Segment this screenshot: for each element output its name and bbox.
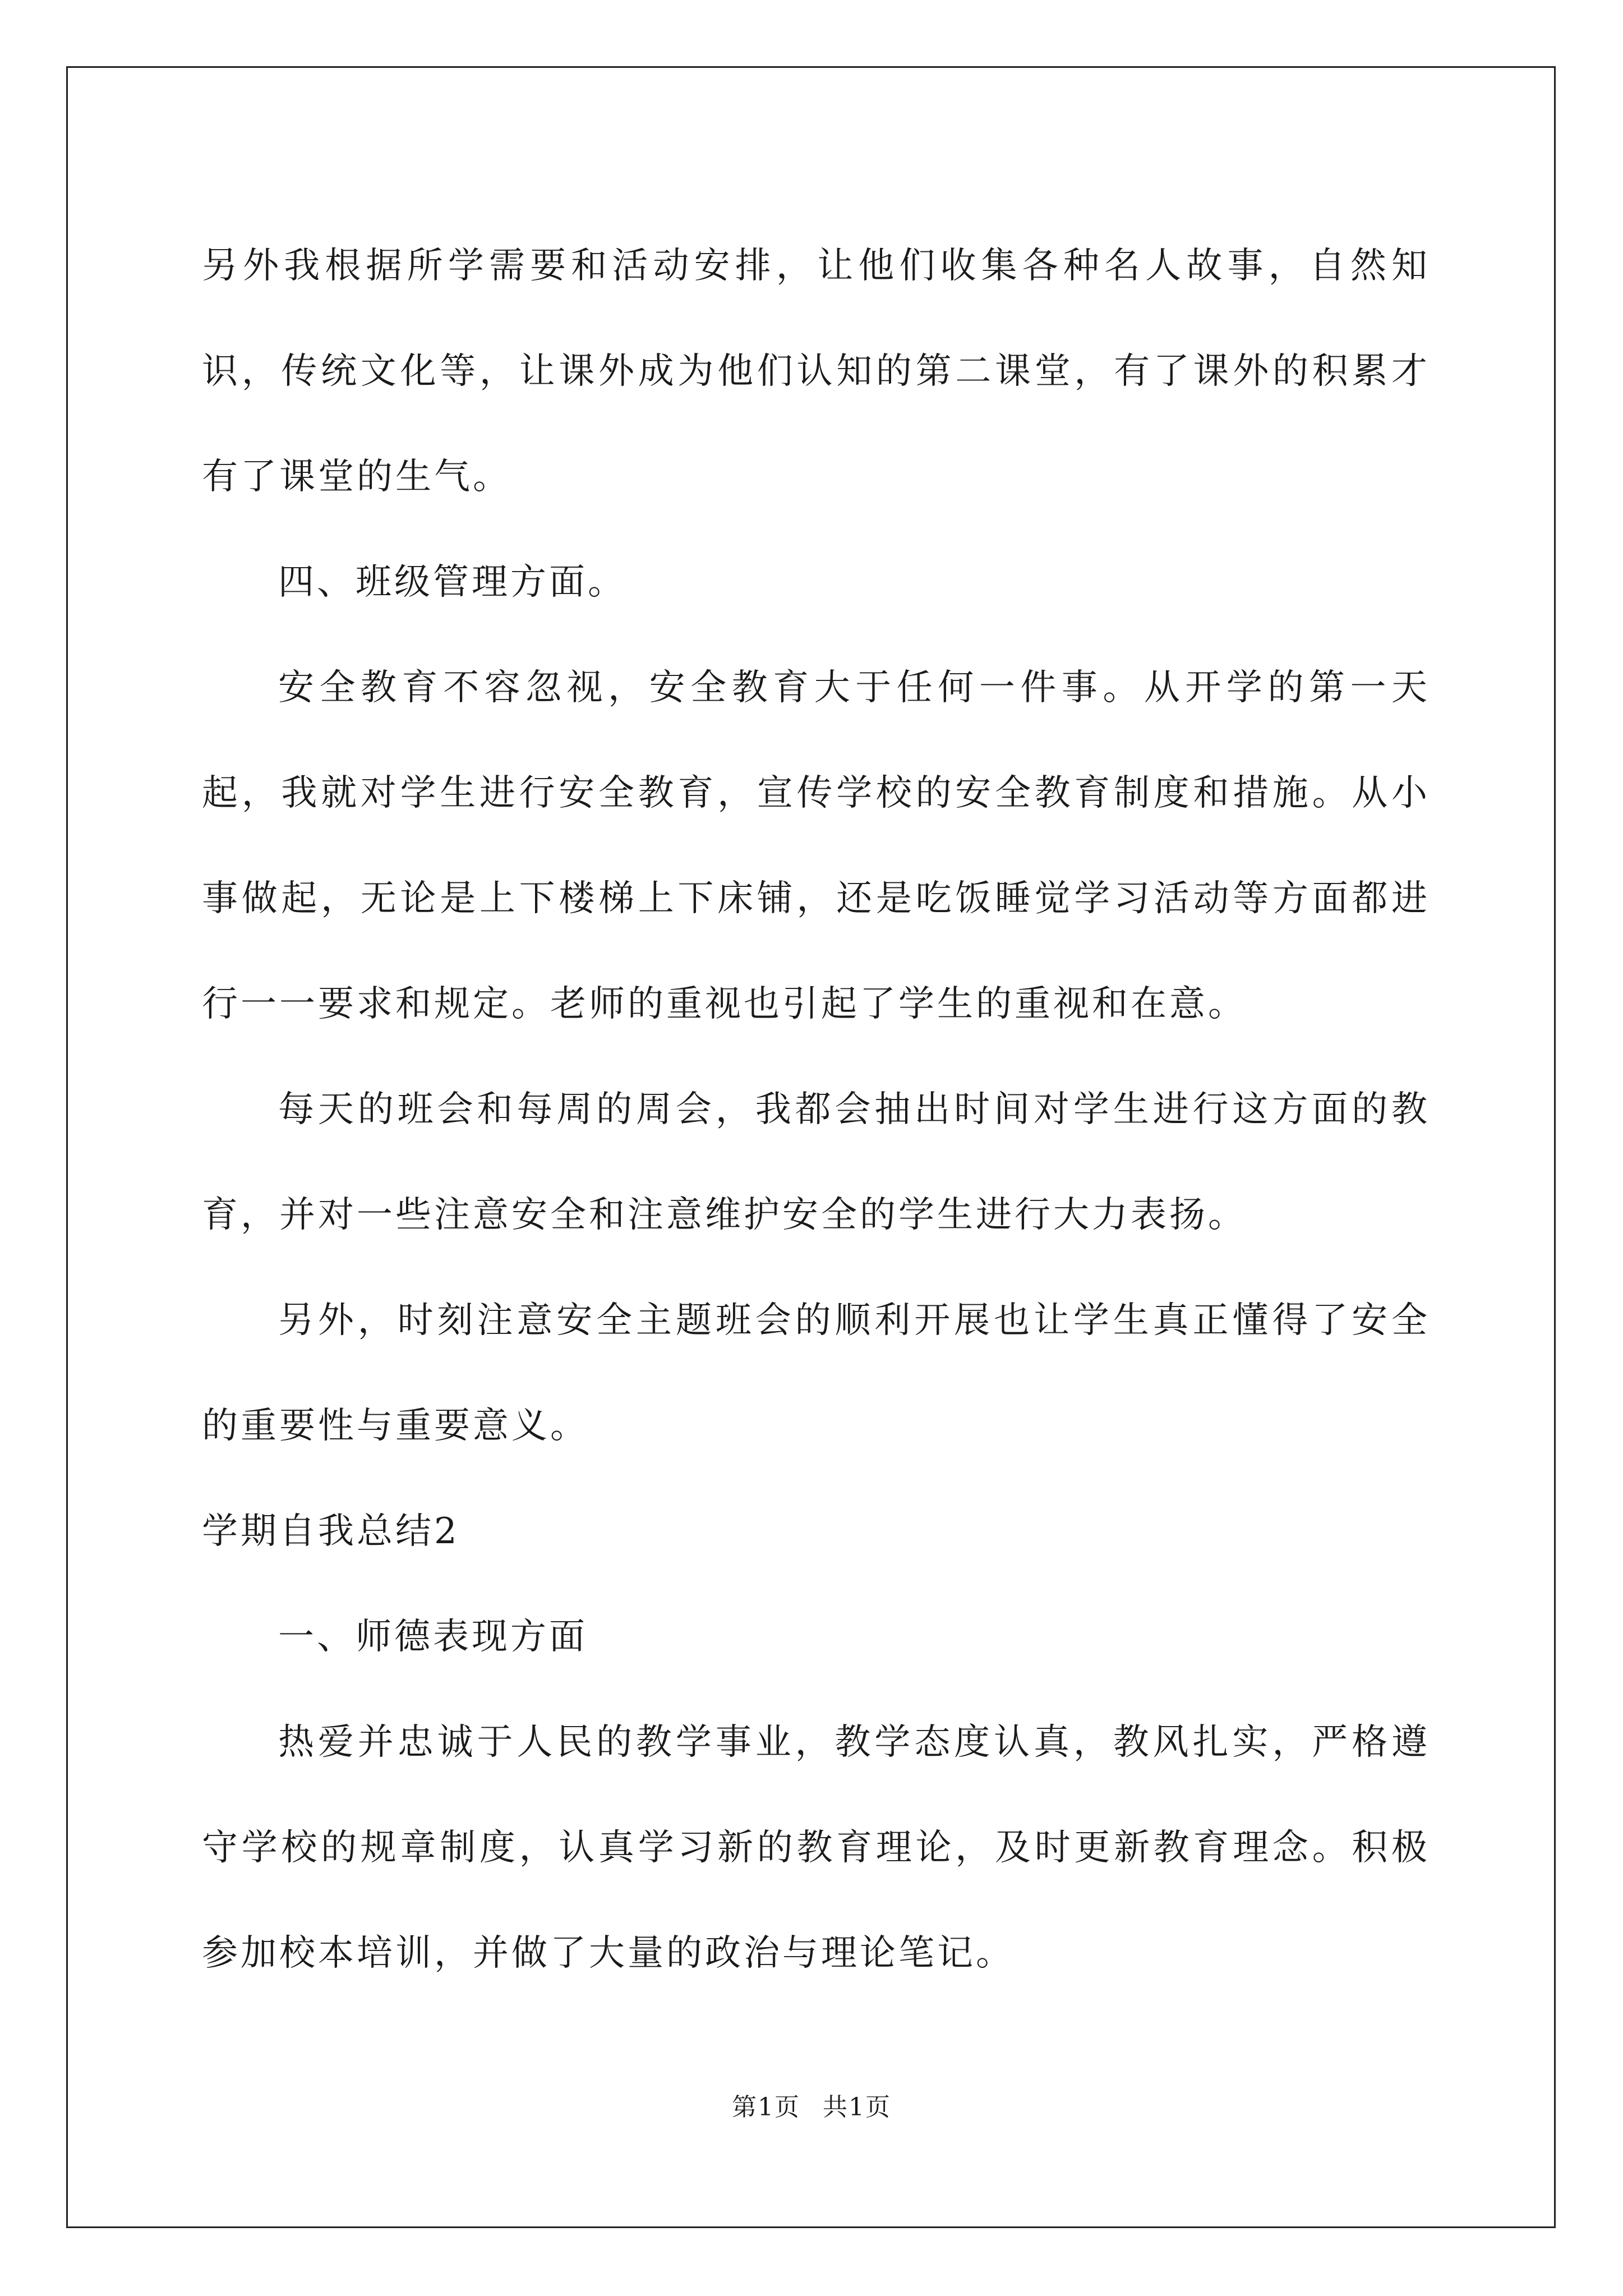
paragraph-continued: 另外我根据所学需要和活动安排，让他们收集各种名人故事，自然知识，传统文化等，让课外成为他们认知的第二课堂，有了课外的积累才有了课堂的生气。	[202, 245, 1430, 498]
document-body	[202, 213, 1430, 2006]
paragraph-teaching-career: 热爱并忠诚于人民的教学事业，教学态度认真，教风扎实，严格遵守学校的规章制度，认真学习新的教育理论，及时更新教育理念。积极参加校本培训，并做了大量的政治与理论笔记。	[202, 1722, 1430, 1974]
page-total: 共1页	[823, 2093, 891, 2122]
section-heading-class-management: 四、班级管理方面。	[278, 562, 626, 603]
page-number: 第1页	[732, 2093, 800, 2122]
paragraph-safety-theme: 另外，时刻注意安全主题班会的顺利开展也让学生真正懂得了安全的重要性与重要意义。	[202, 1300, 1430, 1447]
page-footer	[0, 2087, 1623, 2123]
paragraph-class-meetings: 每天的班会和每周的周会，我都会抽出时间对学生进行这方面的教育，并对一些注意安全和注意维护安全的学生进行大力表扬。	[202, 1089, 1430, 1236]
section-heading-teacher-ethics: 一、师德表现方面	[278, 1616, 588, 1658]
document-title-summary-2: 学期自我总结2	[202, 1511, 460, 1552]
paragraph-safety-education: 安全教育不容忽视，安全教育大于任何一件事。从开学的第一天起，我就对学生进行安全教育，宣传学校的安全教育制度和措施。从小事做起，无论是上下楼梯上下床铺，还是吃饭睡觉学习活动等方面都进行一一要求和规定。老师的重视也引起了学生的重视和在意。	[202, 667, 1430, 1025]
